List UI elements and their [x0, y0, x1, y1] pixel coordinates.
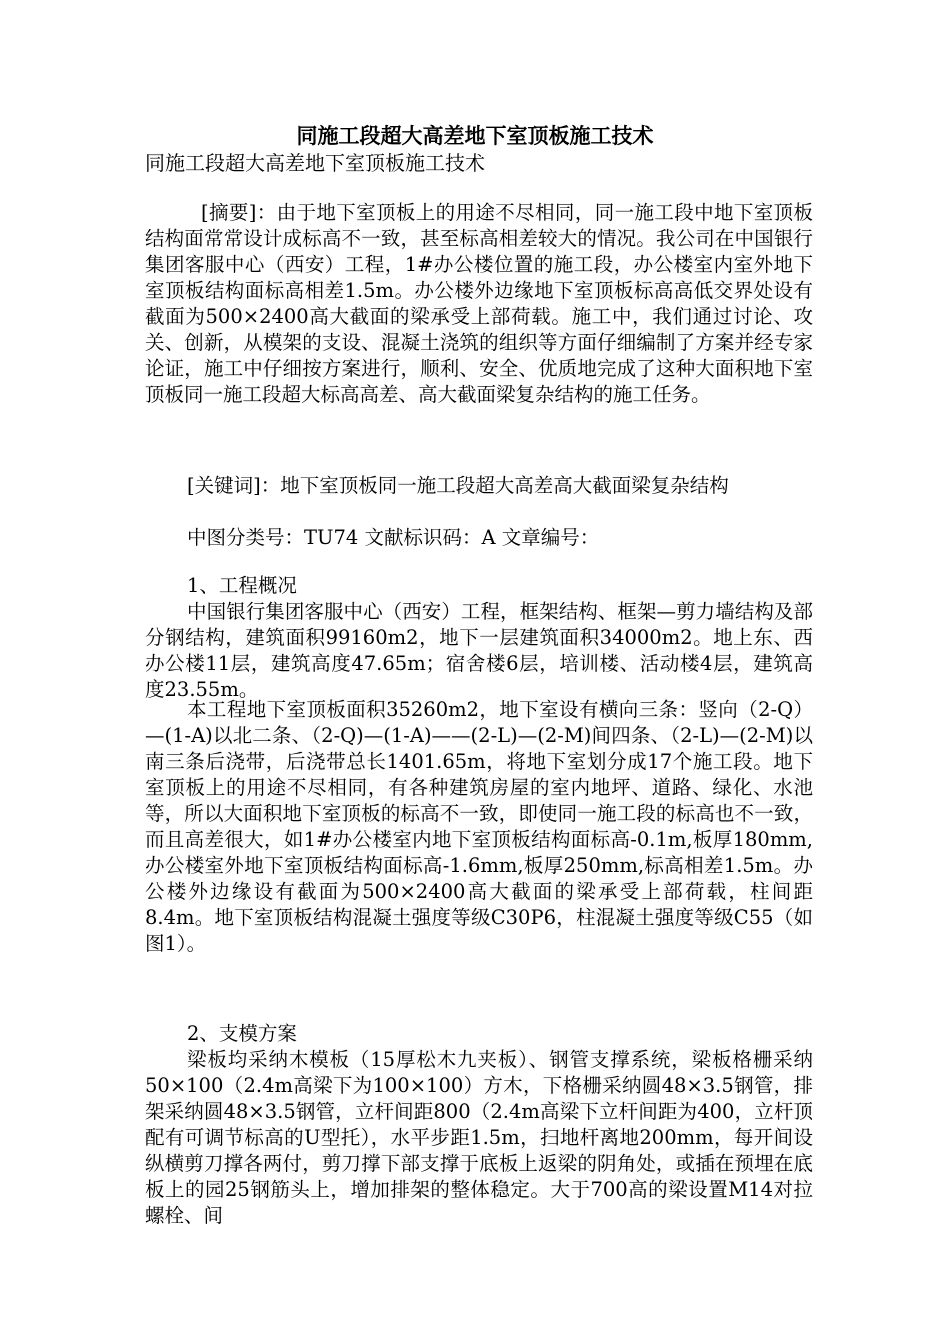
overview-paragraph-2: 本工程地下室顶板面积35260m2，地下室设有横向三条：竖向（2-Q）—(1-A)以北二条、（2-Q)—(1-A)——(2-L)—(2-M)间四条、（2-L)—(2-M)以南三条后浇带，后浇带总长1401.65m，将地下室划分成17个施工段。地下室顶板上的用途不尽相同，有各种建筑房屋的室内地坪、道路、绿化、水池等，所以大面积地下室顶板的标高不一致，即使同一施工段的标高也不一致，而且高差很大，如1#办公楼室内地下室顶板结构面标高-0.1m,板厚180mm,办公楼室外地下室顶板结构面标高-1.6mm,板厚250mm,标高相差1.5m。办公楼外边缘设有截面为500×2400高大截面的梁承受上部荷载，柱间距8.4m。地下室顶板结构混凝土强度等级C30P6，柱混凝土强度等级C55（如图1）。 [145, 698, 813, 955]
abstract-paragraph: [摘要]：由于地下室顶板上的用途不尽相同，同一施工段中地下室顶板结构面常常设计成标高不一致，甚至标高相差较大的情况。我公司在中国银行集团客服中心（西安）工程，1#办公楼位置的施工段，办公楼室内室外地下室顶板结构面标高相差1.5m。办公楼外边缘地下室顶板标高高低交界处设有截面为500×2400高大截面的梁承受上部荷载。施工中，我们通过讨论、攻关、创新，从模架的支设、混凝土浇筑的组织等方面仔细编制了方案并经专家论证，施工中仔细按方案进行，顺利、安全、优质地完成了这种大面积地下室顶板同一施工段超大标高高差、高大截面梁复杂结构的施工任务。 [145, 201, 813, 406]
formwork-paragraph-1: 梁板均采纳木模板（15厚松木九夹板）、钢管支撑系统，梁板格栅采纳50×100（2.4m高梁下为100×100）方木，下格栅采纳圆48×3.5钢管，排架采纳圆48×3.5钢管，立杆间距800（2.4m高梁下立杆间距为400，立杆顶配有可调节标高的U型托），水平步距1.5m，扫地杆离地200mm，每开间设纵横剪刀撑各两付，剪刀撑下部支撑于底板上返梁的阴角处，或插在预埋在底板上的园25钢筋头上，增加排架的整体稳定。大于700高的梁设置M14对拉螺栓、间 [145, 1048, 813, 1227]
keywords-paragraph: [关键词]：地下室顶板同一施工段超大高差高大截面梁复杂结构 [187, 474, 729, 497]
overview-paragraph-1: 中国银行集团客服中心（西安）工程，框架结构、框架—剪力墙结构及部分钢结构，建筑面积99160m2，地下一层建筑面积34000m2。地上东、西办公楼11层，建筑高度47.65m；宿舍楼6层，培训楼、活动楼4层，建筑高度23.55m。 [145, 600, 813, 701]
document-subtitle: 同施工段超大高差地下室顶板施工技术 [145, 151, 485, 175]
section-heading-overview: 1、工程概况 [187, 574, 297, 597]
section-heading-formwork: 2、支模方案 [187, 1022, 297, 1045]
document-title: 同施工段超大高差地下室顶板施工技术 [296, 123, 654, 148]
classification-line: 中图分类号：TU74 文献标识码：A 文章编号： [187, 526, 600, 549]
